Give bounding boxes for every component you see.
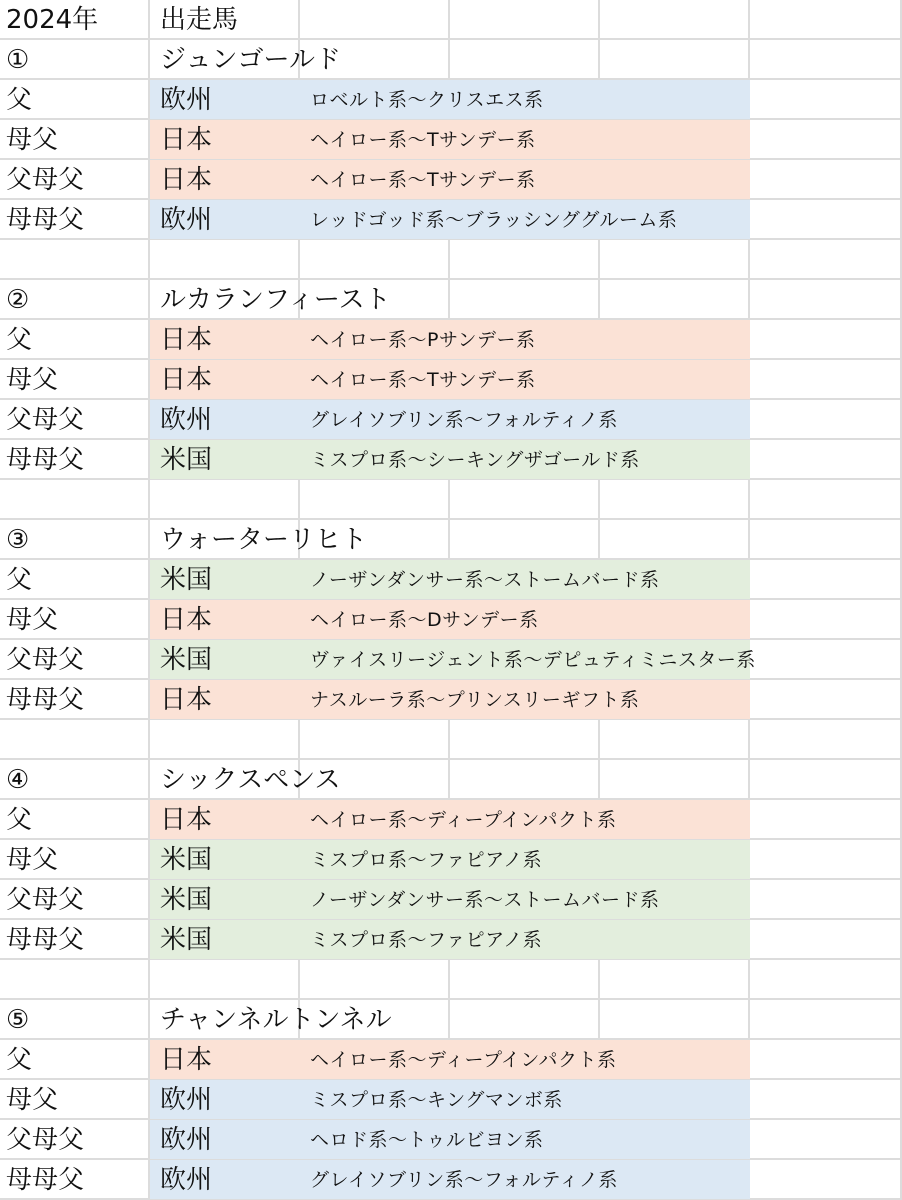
relation-label: 父 xyxy=(6,85,33,115)
grid-cell[interactable] xyxy=(450,1000,600,1040)
pedigree-row xyxy=(0,840,902,880)
grid-cell[interactable] xyxy=(450,480,600,520)
region-label: 日本 xyxy=(160,125,213,155)
grid-cell[interactable] xyxy=(0,240,150,280)
grid-cell[interactable] xyxy=(600,520,750,560)
entry-number: ⑤ xyxy=(6,1005,30,1035)
grid-cell[interactable] xyxy=(750,920,902,960)
grid-cell[interactable] xyxy=(750,600,902,640)
relation-label: 母母父 xyxy=(6,205,85,235)
horse-name: チャンネルトンネル xyxy=(160,1005,392,1035)
entry-number: ② xyxy=(6,285,30,315)
grid-cell[interactable] xyxy=(600,280,750,320)
grid-cell[interactable] xyxy=(450,960,600,1000)
empty-row xyxy=(0,960,902,1000)
grid-cell[interactable] xyxy=(750,240,902,280)
grid-cell[interactable] xyxy=(600,480,750,520)
bloodline-text: ロベルト系〜クリスエス系 xyxy=(310,89,544,111)
pedigree-row xyxy=(0,160,902,200)
grid-cell[interactable] xyxy=(300,240,450,280)
grid-cell[interactable] xyxy=(150,960,300,1000)
grid-cell[interactable] xyxy=(600,760,750,800)
relation-label: 母父 xyxy=(6,1085,59,1115)
pedigree-row xyxy=(0,80,902,120)
bloodline-text: ミスプロ系〜シーキングザゴールド系 xyxy=(310,449,640,471)
relation-label: 母母父 xyxy=(6,445,85,475)
relation-label: 母父 xyxy=(6,605,59,635)
relation-label: 父 xyxy=(6,325,33,355)
grid-cell[interactable] xyxy=(150,240,300,280)
grid-cell[interactable] xyxy=(750,440,902,480)
grid-cell[interactable] xyxy=(750,480,902,520)
relation-label: 母母父 xyxy=(6,925,85,955)
relation-label: 母父 xyxy=(6,125,59,155)
grid-cell[interactable] xyxy=(0,960,150,1000)
region-label: 日本 xyxy=(160,325,213,355)
grid-cell[interactable] xyxy=(300,480,450,520)
pedigree-row xyxy=(0,1040,902,1080)
bloodline-text: グレイソブリン系〜フォルティノ系 xyxy=(310,1169,618,1191)
grid-cell[interactable] xyxy=(750,760,902,800)
grid-cell[interactable] xyxy=(750,800,902,840)
grid-cell[interactable] xyxy=(750,640,902,680)
pedigree-row xyxy=(0,800,902,840)
entry-title-row xyxy=(0,1000,902,1040)
region-label: 欧州 xyxy=(160,1125,213,1155)
pedigree-row xyxy=(0,640,902,680)
region-label: 欧州 xyxy=(160,1165,213,1195)
grid-cell[interactable] xyxy=(600,240,750,280)
grid-cell[interactable] xyxy=(600,1000,750,1040)
region-label: 日本 xyxy=(160,365,213,395)
grid-cell[interactable] xyxy=(0,480,150,520)
grid-cell[interactable] xyxy=(0,720,150,760)
grid-cell[interactable] xyxy=(750,0,902,40)
relation-label: 父 xyxy=(6,1045,33,1075)
entry-title-row xyxy=(0,40,902,80)
pedigree-row xyxy=(0,360,902,400)
bloodline-text: ヴァイスリージェント系〜デピュティミニスター系 xyxy=(310,649,756,671)
grid-cell[interactable] xyxy=(750,360,902,400)
grid-cell[interactable] xyxy=(450,240,600,280)
bloodline-text: ヘイロー系〜Dサンデー系 xyxy=(310,609,539,631)
relation-label: 父 xyxy=(6,565,33,595)
grid-cell[interactable] xyxy=(600,0,750,40)
pedigree-row xyxy=(0,440,902,480)
grid-cell[interactable] xyxy=(750,720,902,760)
relation-label: 父 xyxy=(6,805,33,835)
region-label: 日本 xyxy=(160,685,213,715)
pedigree-row xyxy=(0,560,902,600)
pedigree-row xyxy=(0,600,902,640)
grid-cell[interactable] xyxy=(450,40,600,80)
bloodline-text: グレイソブリン系〜フォルティノ系 xyxy=(310,409,618,431)
relation-label: 父母父 xyxy=(6,405,85,435)
region-label: 欧州 xyxy=(160,1085,213,1115)
year-cell: 2024年 xyxy=(6,5,99,35)
bloodline-text: ナスルーラ系〜プリンスリーギフト系 xyxy=(310,689,640,711)
grid-cell[interactable] xyxy=(750,560,902,600)
grid-cell[interactable] xyxy=(750,520,902,560)
horse-name: ルカランフィースト xyxy=(160,285,391,315)
entry-number: ④ xyxy=(6,765,30,795)
relation-label: 父母父 xyxy=(6,1125,85,1155)
grid-cell[interactable] xyxy=(750,160,902,200)
grid-cell[interactable] xyxy=(150,720,300,760)
grid-cell[interactable] xyxy=(750,120,902,160)
pedigree-row xyxy=(0,880,902,920)
pedigree-row xyxy=(0,200,902,240)
region-label: 米国 xyxy=(160,445,213,475)
region-label: 日本 xyxy=(160,165,213,195)
grid-cell[interactable] xyxy=(750,280,902,320)
grid-cell[interactable] xyxy=(750,1040,902,1080)
header-row xyxy=(0,0,902,40)
grid-cell[interactable] xyxy=(600,720,750,760)
grid-cell[interactable] xyxy=(600,960,750,1000)
grid-cell[interactable] xyxy=(750,880,902,920)
region-label: 日本 xyxy=(160,805,213,835)
region-label: 米国 xyxy=(160,885,213,915)
entry-title-row xyxy=(0,520,902,560)
bloodline-text: ノーザンダンサー系〜ストームバード系 xyxy=(310,569,660,591)
entry-title-row xyxy=(0,760,902,800)
pedigree-row xyxy=(0,1160,902,1200)
grid-cell[interactable] xyxy=(750,40,902,80)
region-label: 欧州 xyxy=(160,405,213,435)
relation-label: 父母父 xyxy=(6,885,85,915)
region-label: 米国 xyxy=(160,645,213,675)
pedigree-row xyxy=(0,320,902,360)
grid-cell[interactable] xyxy=(450,760,600,800)
bloodline-text: ヘイロー系〜ディープインパクト系 xyxy=(310,809,617,831)
header-title: 出走馬 xyxy=(160,5,239,35)
grid-cell[interactable] xyxy=(300,720,450,760)
relation-label: 母父 xyxy=(6,365,59,395)
grid-cell[interactable] xyxy=(450,280,600,320)
grid-cell[interactable] xyxy=(750,960,902,1000)
bloodline-text: ヘイロー系〜Tサンデー系 xyxy=(310,129,536,151)
region-label: 米国 xyxy=(160,565,213,595)
region-label: 欧州 xyxy=(160,85,213,115)
pedigree-row xyxy=(0,1080,902,1120)
bloodline-text: ノーザンダンサー系〜ストームバード系 xyxy=(310,889,660,911)
pedigree-row xyxy=(0,920,902,960)
bloodline-text: ヘロド系〜トゥルビヨン系 xyxy=(310,1129,544,1151)
grid-cell[interactable] xyxy=(750,840,902,880)
grid-cell[interactable] xyxy=(450,0,600,40)
grid-cell[interactable] xyxy=(750,1160,902,1200)
horse-name: シックスペンス xyxy=(160,765,341,795)
grid-cell[interactable] xyxy=(600,40,750,80)
relation-label: 父母父 xyxy=(6,645,85,675)
grid-cell[interactable] xyxy=(150,480,300,520)
region-label: 日本 xyxy=(160,605,213,635)
pedigree-row xyxy=(0,680,902,720)
grid-cell[interactable] xyxy=(750,1120,902,1160)
relation-label: 母母父 xyxy=(6,1165,85,1195)
relation-label: 父母父 xyxy=(6,165,85,195)
relation-label: 母母父 xyxy=(6,685,85,715)
empty-row xyxy=(0,720,902,760)
grid-cell[interactable] xyxy=(750,320,902,360)
grid-cell[interactable] xyxy=(450,720,600,760)
empty-row xyxy=(0,240,902,280)
grid-cell[interactable] xyxy=(750,680,902,720)
region-label: 米国 xyxy=(160,925,213,955)
grid-cell[interactable] xyxy=(750,1080,902,1120)
region-label: 欧州 xyxy=(160,205,213,235)
grid-cell[interactable] xyxy=(300,960,450,1000)
entry-title-row xyxy=(0,280,902,320)
bloodline-text: ミスプロ系〜キングマンボ系 xyxy=(310,1089,563,1111)
bloodline-text: レッドゴッド系〜ブラッシンググルーム系 xyxy=(310,209,678,231)
bloodline-text: ヘイロー系〜Tサンデー系 xyxy=(310,169,536,191)
grid-cell[interactable] xyxy=(750,80,902,120)
empty-row xyxy=(0,480,902,520)
pedigree-row xyxy=(0,400,902,440)
horse-name: ジュンゴールド xyxy=(160,45,341,75)
grid-cell[interactable] xyxy=(750,200,902,240)
bloodline-text: ミスプロ系〜ファピアノ系 xyxy=(310,849,543,871)
bloodline-text: ヘイロー系〜Tサンデー系 xyxy=(310,369,536,391)
pedigree-row xyxy=(0,1120,902,1160)
grid-cell[interactable] xyxy=(450,520,600,560)
bloodline-text: ヘイロー系〜ディープインパクト系 xyxy=(310,1049,617,1071)
bloodline-text: ヘイロー系〜Pサンデー系 xyxy=(310,329,536,351)
region-label: 米国 xyxy=(160,845,213,875)
grid-cell[interactable] xyxy=(300,0,450,40)
bloodline-text: ミスプロ系〜ファピアノ系 xyxy=(310,929,543,951)
relation-label: 母父 xyxy=(6,845,59,875)
grid-cell[interactable] xyxy=(750,1000,902,1040)
horse-name: ウォーターリヒト xyxy=(160,525,367,555)
entry-number: ① xyxy=(6,45,30,75)
region-label: 日本 xyxy=(160,1045,213,1075)
pedigree-row xyxy=(0,120,902,160)
entry-number: ③ xyxy=(6,525,30,555)
grid-cell[interactable] xyxy=(750,400,902,440)
